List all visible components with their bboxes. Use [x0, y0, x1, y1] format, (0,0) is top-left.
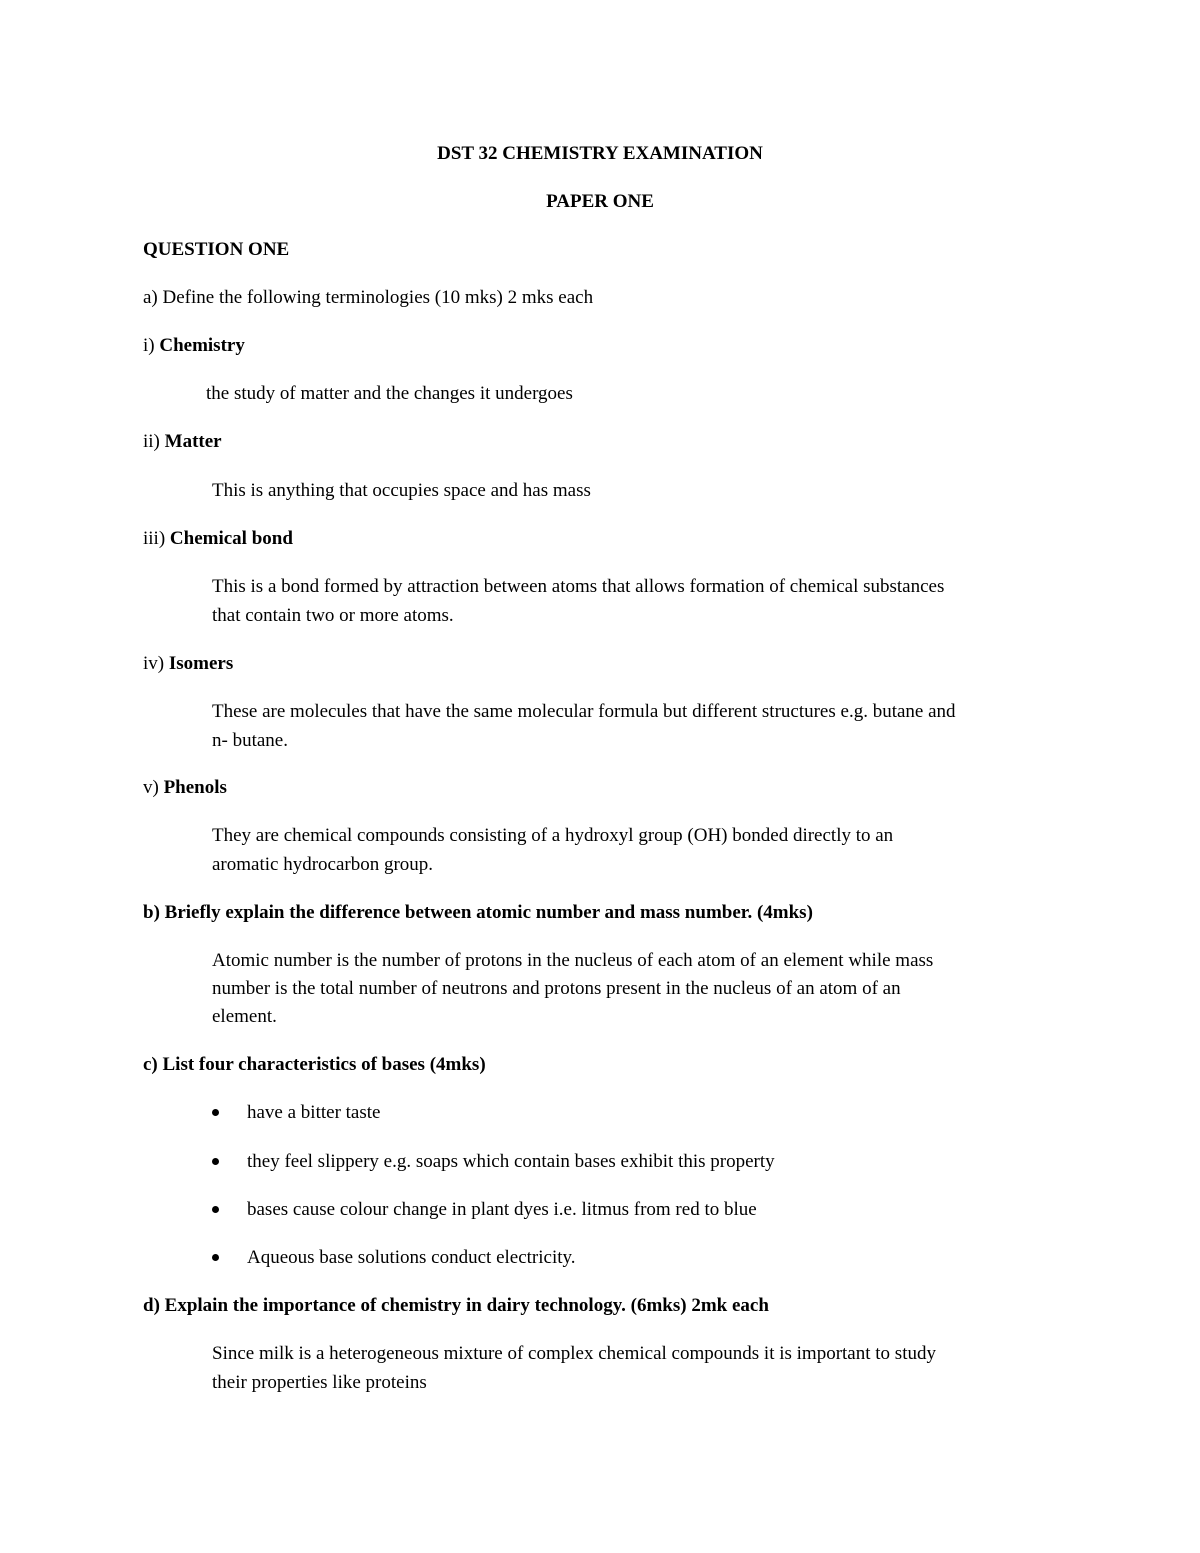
answer-line: Since milk is a heterogeneous mixture of complex chemical compounds it is important to study: [212, 1343, 936, 1364]
bullet-icon: [212, 1109, 219, 1116]
term-name: Chemistry: [159, 335, 245, 356]
answer-line: Atomic number is the number of protons in the nucleus of each atom of an element while mass: [212, 950, 934, 971]
part-d-prompt: d) Explain the importance of chemistry in dairy technology. (6mks) 2mk each: [143, 1295, 769, 1316]
term-heading-matter: [143, 428, 222, 456]
term-name: Isomers: [168, 653, 234, 674]
exam-title: DST 32 CHEMISTRY EXAMINATION: [437, 143, 763, 164]
definition-line: aromatic hydrocarbon group.: [212, 854, 434, 875]
bullet-item: Aqueous base solutions conduct electricity.: [247, 1247, 576, 1268]
term-name: Phenols: [163, 777, 227, 798]
definition-line: This is anything that occupies space and has mass: [212, 480, 591, 501]
term-number: iii): [143, 528, 166, 549]
answer-line: their properties like proteins: [212, 1372, 427, 1393]
term-number: i): [143, 335, 155, 356]
answer-line: element.: [212, 1006, 277, 1027]
definition-line: They are chemical compounds consisting of a hydroxyl group (OH) bonded directly to an: [212, 825, 894, 846]
definition-line: n- butane.: [212, 730, 288, 751]
answer-line: number is the total number of neutrons and protons present in the nucleus of an atom of an: [212, 978, 901, 999]
bullet-item: have a bitter taste: [247, 1102, 381, 1123]
definition-line: the study of matter and the changes it undergoes: [206, 383, 573, 404]
bullet-item: they feel slippery e.g. soaps which contain bases exhibit this property: [247, 1151, 775, 1172]
term-number: ii): [143, 431, 160, 452]
term-heading-isomers: [143, 650, 233, 678]
bullet-icon: [212, 1206, 219, 1213]
bullet-icon: [212, 1254, 219, 1261]
part-a-prompt: a) Define the following terminologies (10 mks) 2 mks each: [143, 287, 594, 308]
question-heading: QUESTION ONE: [143, 239, 290, 260]
paper-title: PAPER ONE: [546, 191, 654, 212]
part-b-prompt: b) Briefly explain the difference between atomic number and mass number. (4mks): [143, 902, 813, 923]
term-heading-chemistry: [143, 332, 245, 360]
term-heading-chemical-bond: [143, 525, 293, 553]
part-c-prompt: c) List four characteristics of bases (4mks): [143, 1054, 486, 1075]
bullet-icon: [212, 1158, 219, 1165]
definition-line: This is a bond formed by attraction between atoms that allows formation of chemical substances: [212, 576, 945, 597]
bullet-item: bases cause colour change in plant dyes i.e. litmus from red to blue: [247, 1199, 757, 1220]
term-heading-phenols: [143, 774, 227, 802]
term-name: Matter: [164, 431, 222, 452]
term-name: Chemical bond: [169, 528, 293, 549]
definition-line: that contain two or more atoms.: [212, 605, 454, 626]
definition-line: These are molecules that have the same molecular formula but different structures e.g. butane and: [212, 701, 956, 722]
term-number: iv): [143, 653, 165, 674]
term-number: v): [143, 777, 159, 798]
